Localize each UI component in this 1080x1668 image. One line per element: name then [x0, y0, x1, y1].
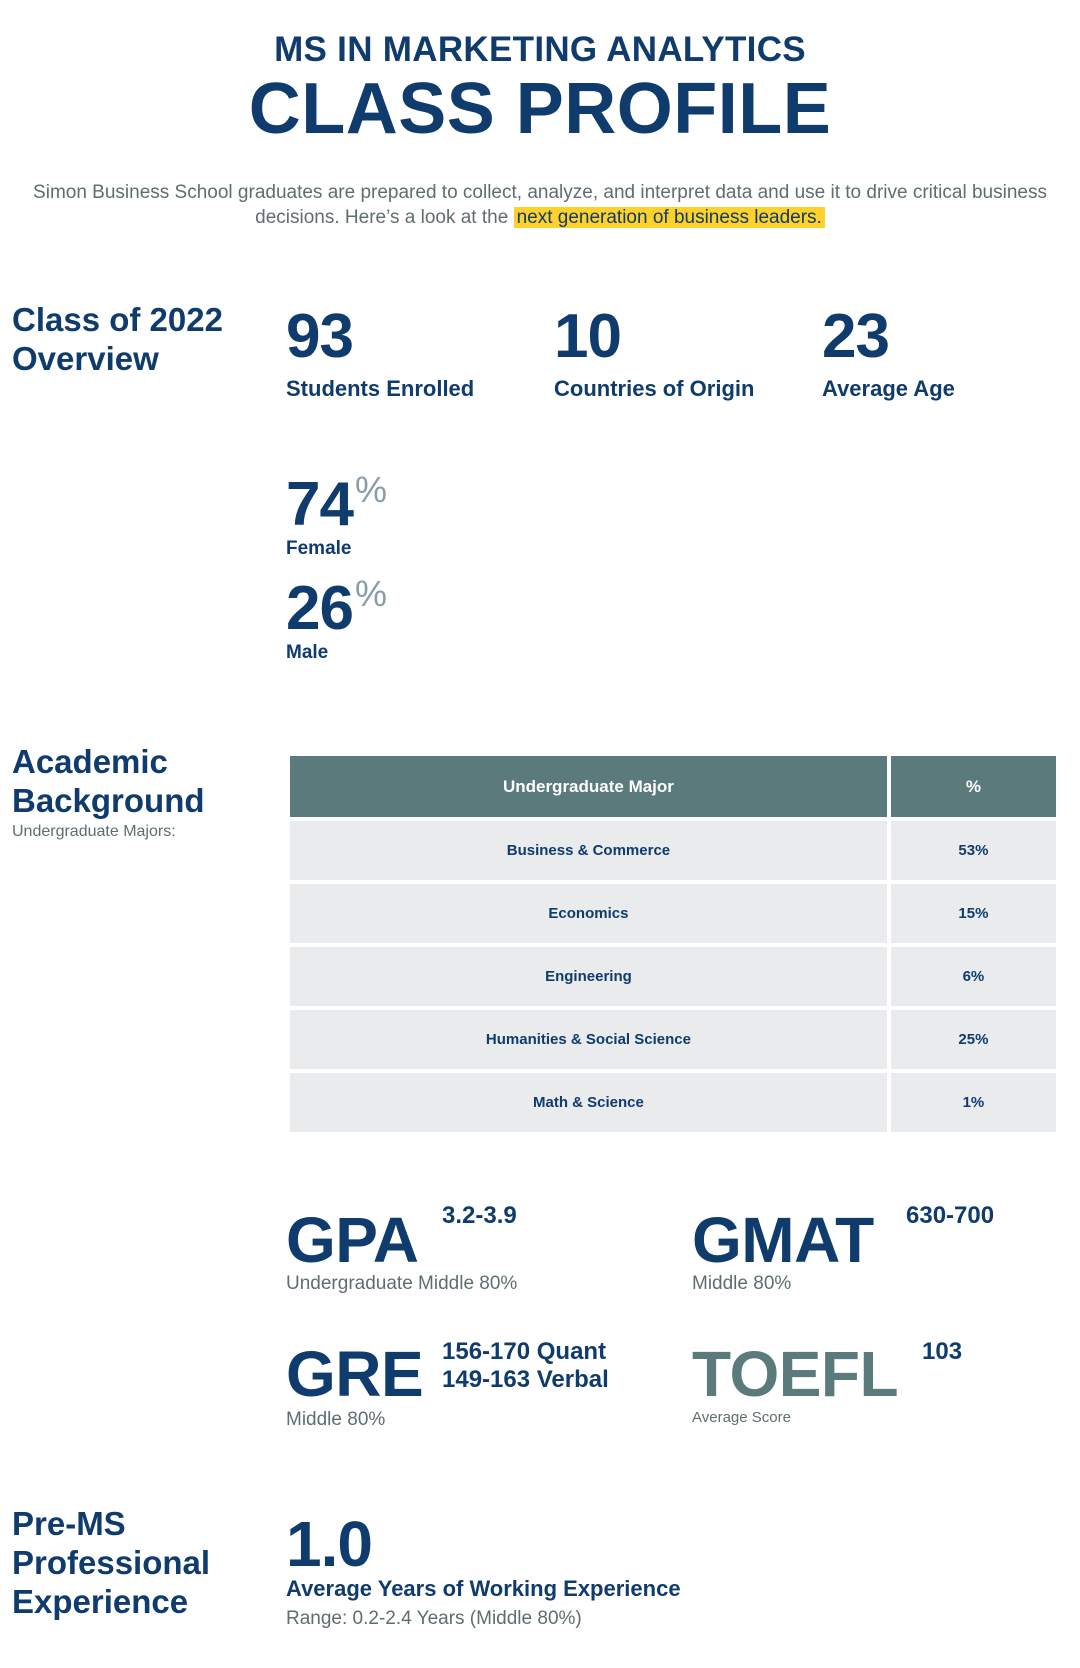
- gre-key: GRE: [286, 1338, 424, 1410]
- gpa-desc: Undergraduate Middle 80%: [286, 1273, 518, 1294]
- experience-range: Range: 0.2-2.4 Years (Middle 80%): [286, 1608, 582, 1629]
- female-label: Female: [286, 538, 352, 559]
- experience-heading-line2: Professional: [12, 1544, 211, 1581]
- female-percent-sign: %: [354, 469, 386, 510]
- gre-verbal: 149-163 Verbal: [442, 1366, 609, 1393]
- stat-age-label: Average Age: [822, 376, 955, 401]
- gre-value: [442, 1338, 609, 1394]
- experience-heading-line3: Experience: [12, 1583, 189, 1620]
- gre-quant: 156-170 Quant: [442, 1338, 607, 1365]
- overview-heading-line2: Overview: [12, 340, 159, 377]
- gmat-block: [692, 1204, 874, 1276]
- intro-text: Simon Business School graduates are prepared to collect, analyze, and interpret data and use it to drive critical business decisions. Here’s a look at the: [33, 182, 1047, 228]
- table-cell-percent: 1%: [891, 1073, 1056, 1132]
- male-value: 26: [286, 574, 353, 643]
- experience-heading: [12, 1504, 210, 1621]
- toefl-value: 103: [922, 1338, 963, 1365]
- table-cell-percent: 53%: [891, 821, 1056, 880]
- toefl-block: [692, 1338, 899, 1410]
- stat-students-value: 93: [286, 302, 353, 371]
- table-cell-major: Humanities & Social Science: [290, 1010, 887, 1069]
- gender-female: [286, 469, 386, 560]
- overview-heading: [12, 300, 223, 378]
- table-header-row: [290, 756, 1056, 817]
- academic-subheading: Undergraduate Majors:: [12, 823, 176, 840]
- toefl-desc: Average Score: [692, 1409, 791, 1426]
- academic-heading: [12, 742, 205, 820]
- academic-heading-line2: Background: [12, 782, 205, 819]
- female-value: 74: [286, 470, 353, 539]
- table-cell-percent: 15%: [891, 884, 1056, 943]
- gre-desc: Middle 80%: [286, 1409, 386, 1430]
- male-value-wrap: [286, 573, 386, 643]
- stat-students-label: Students Enrolled: [286, 376, 475, 401]
- stat-age-value: 23: [822, 302, 889, 371]
- table-row: [290, 884, 1056, 943]
- table-row: [290, 947, 1056, 1006]
- gender-male: [286, 573, 386, 664]
- stat-countries-value: 10: [554, 302, 621, 371]
- male-percent-sign: %: [354, 573, 386, 614]
- overview-heading-line1: Class of 2022: [12, 301, 223, 338]
- table-cell-major: Engineering: [290, 947, 887, 1006]
- table-row: [290, 1010, 1056, 1069]
- gpa-key: GPA: [286, 1204, 419, 1276]
- male-label: Male: [286, 642, 329, 663]
- experience-value: 1.0: [286, 1508, 372, 1580]
- table-cell-major: Business & Commerce: [290, 821, 887, 880]
- gpa-value: 3.2-3.9: [442, 1202, 517, 1229]
- female-value-wrap: [286, 469, 386, 539]
- table-header-major: Undergraduate Major: [290, 756, 887, 817]
- stat-countries-label: Countries of Origin: [554, 376, 755, 401]
- stat-students: [286, 302, 475, 402]
- gmat-key: GMAT: [692, 1204, 874, 1276]
- table-cell-major: Math & Science: [290, 1073, 887, 1132]
- table-cell-major: Economics: [290, 884, 887, 943]
- gmat-desc: Middle 80%: [692, 1273, 792, 1294]
- table-cell-percent: 25%: [891, 1010, 1056, 1069]
- majors-table: [286, 752, 1060, 1136]
- experience-label: Average Years of Working Experience: [286, 1576, 681, 1601]
- academic-heading-line1: Academic: [12, 743, 168, 780]
- table-row: [290, 1073, 1056, 1132]
- page-title: CLASS PROFILE: [248, 69, 832, 149]
- table-row: [290, 821, 1056, 880]
- stat-countries: [554, 302, 755, 402]
- gmat-value: 630-700: [906, 1202, 995, 1229]
- table-cell-percent: 6%: [891, 947, 1056, 1006]
- page-subtitle: MS IN MARKETING ANALYTICS: [274, 30, 806, 69]
- intro-paragraph: [20, 180, 1060, 230]
- stat-age: [822, 302, 955, 402]
- gre-block: [286, 1338, 424, 1410]
- toefl-key: TOEFL: [692, 1338, 899, 1410]
- intro-highlight: next generation of business leaders.: [514, 207, 825, 228]
- table-header-percent: %: [891, 756, 1056, 817]
- gpa-block: [286, 1204, 419, 1276]
- experience-heading-line1: Pre-MS: [12, 1505, 126, 1542]
